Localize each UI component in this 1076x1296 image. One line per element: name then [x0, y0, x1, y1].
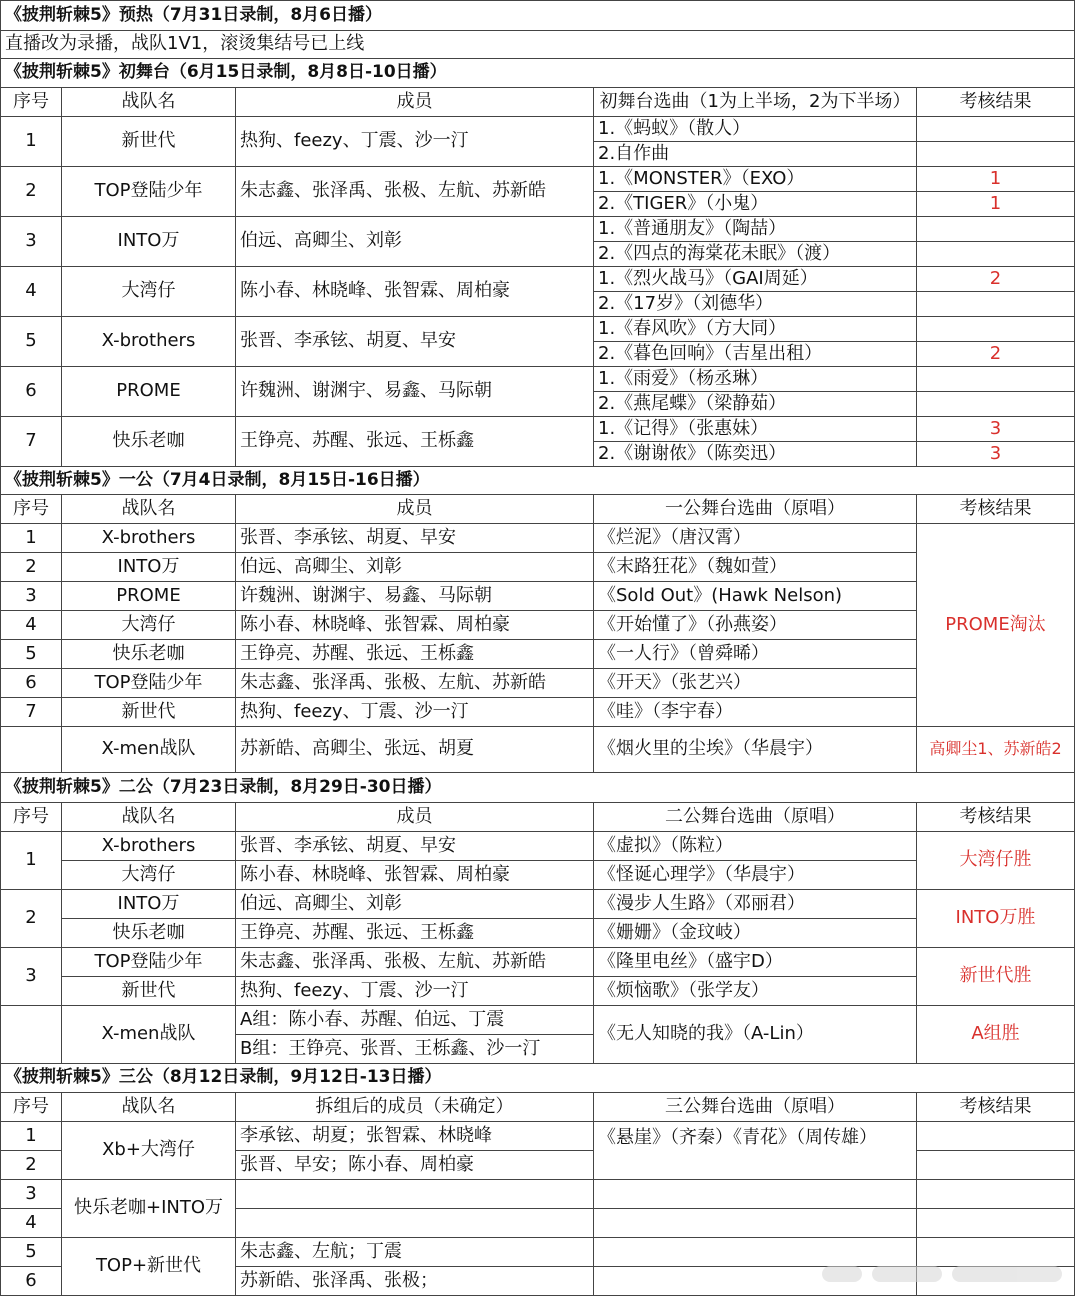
team-name: INTO万	[62, 553, 236, 582]
section-title-gong3: 《披荆斩棘5》三公（8月12日录制，9月12日-13日播）	[0, 1064, 1075, 1093]
column-header: 考核结果	[917, 495, 1075, 524]
row-number: 5	[0, 640, 62, 669]
result-first-half	[917, 317, 1075, 342]
match-result: A组胜	[917, 1006, 1075, 1064]
match-number: 3	[0, 948, 62, 1006]
song-second-half: 2.《谢谢侬》（陈奕迅）	[594, 442, 917, 467]
team-name: X-men战队	[62, 727, 236, 773]
song: 《隆里电丝》（盛宇D）	[594, 948, 917, 977]
result-first-half: 3	[917, 417, 1075, 442]
column-header: 考核结果	[917, 88, 1075, 117]
members: 王铮亮、苏醒、张远、王栎鑫	[236, 640, 594, 669]
members: 朱志鑫、张泽禹、张极、左航、苏新皓	[236, 669, 594, 698]
song-second-half: 2.《暮色回响》（吉星出租）	[594, 342, 917, 367]
result	[917, 1122, 1075, 1151]
row-number: 7	[0, 417, 62, 467]
result-first-half	[917, 217, 1075, 242]
team-name: PROME	[62, 582, 236, 611]
members: 热狗、feezy、丁震、沙一汀	[236, 698, 594, 727]
column-header: 成员	[236, 495, 594, 524]
section-title-preheat: 《披荆斩棘5》预热（7月31日录制，8月6日播）	[0, 0, 1075, 31]
row-number: 4	[0, 267, 62, 317]
column-header: 考核结果	[917, 1093, 1075, 1122]
result	[917, 1209, 1075, 1238]
team-name: 快乐老咖	[62, 919, 236, 948]
column-header: 战队名	[62, 88, 236, 117]
result-first-half	[917, 367, 1075, 392]
column-header: 初舞台选曲（1为上半场，2为下半场）	[594, 88, 917, 117]
result-second-half: 3	[917, 442, 1075, 467]
members	[236, 1180, 594, 1209]
members: 王铮亮、苏醒、张远、王栎鑫	[236, 417, 594, 467]
song: 《一人行》（曾舜晞）	[594, 640, 917, 669]
column-header: 序号	[0, 495, 62, 524]
members: 苏新皓、高卿尘、张远、胡夏	[236, 727, 594, 773]
team-name: 大湾仔	[62, 267, 236, 317]
row-number: 5	[0, 1238, 62, 1267]
team-name: 新世代	[62, 117, 236, 167]
song: 《烦恼歌》（张学友）	[594, 977, 917, 1006]
row-number: 6	[0, 669, 62, 698]
section-title-gong1: 《披荆斩棘5》一公（7月4日录制，8月15日-16日播）	[0, 467, 1075, 495]
row-number: 6	[0, 1267, 62, 1296]
members: 张晋、李承铉、胡夏、早安	[236, 317, 594, 367]
column-header: 序号	[0, 88, 62, 117]
song-first-half: 1.《烈火战马》（GAI周延）	[594, 267, 917, 292]
match-result: 新世代胜	[917, 948, 1075, 1006]
column-header: 拆组后的成员（未确定）	[236, 1093, 594, 1122]
song	[594, 1180, 917, 1209]
song-second-half: 2.《四点的海棠花未眠》（渡）	[594, 242, 917, 267]
song: 《开天》（张艺兴）	[594, 669, 917, 698]
team-name: 快乐老咖	[62, 640, 236, 669]
song	[594, 1209, 917, 1238]
team-name: X-brothers	[62, 524, 236, 553]
members: 张晋、李承铉、胡夏、早安	[236, 524, 594, 553]
team-name: TOP登陆少年	[62, 948, 236, 977]
team-name: 快乐老咖	[62, 417, 236, 467]
result-first-half	[917, 117, 1075, 142]
team-name: TOP+新世代	[62, 1238, 236, 1296]
match-result: 大湾仔胜	[917, 832, 1075, 890]
row-number: 5	[0, 317, 62, 367]
column-header: 战队名	[62, 1093, 236, 1122]
team-name: X-brothers	[62, 832, 236, 861]
members: 朱志鑫、张泽禹、张极、左航、苏新皓	[236, 948, 594, 977]
song: 《Sold Out》(Hawk Nelson)	[594, 582, 917, 611]
row-number: 6	[0, 367, 62, 417]
members: 热狗、feezy、丁震、沙一汀	[236, 117, 594, 167]
team-name: X-men战队	[62, 1006, 236, 1064]
result-first-half: 2	[917, 267, 1075, 292]
song: 《烂泥》（唐汉霄）	[594, 524, 917, 553]
result-second-half	[917, 142, 1075, 167]
result-eliminated: PROME淘汰	[917, 524, 1075, 727]
song: 《烟火里的尘埃》（华晨宇）	[594, 727, 917, 773]
section-title-first-stage: 《披荆斩棘5》初舞台（6月15日录制，8月8日-10日播）	[0, 59, 1075, 88]
members: 陈小春、林晓峰、张智霖、周柏豪	[236, 861, 594, 890]
members: 热狗、feezy、丁震、沙一汀	[236, 977, 594, 1006]
team-name: 大湾仔	[62, 611, 236, 640]
column-header: 考核结果	[917, 803, 1075, 832]
result-second-half	[917, 292, 1075, 317]
result-second-half	[917, 392, 1075, 417]
members: 伯远、高卿尘、刘彰	[236, 553, 594, 582]
song: 《末路狂花》（魏如萱）	[594, 553, 917, 582]
members: 陈小春、林晓峰、张智霖、周柏豪	[236, 267, 594, 317]
song-first-half: 1.《MONSTER》（EXO）	[594, 167, 917, 192]
song-second-half: 2.《燕尾蝶》（梁静茹）	[594, 392, 917, 417]
team-name: X-brothers	[62, 317, 236, 367]
row-number: 2	[0, 553, 62, 582]
members: 朱志鑫、张泽禹、张极、左航、苏新皓	[236, 167, 594, 217]
column-header: 序号	[0, 1093, 62, 1122]
column-header: 成员	[236, 88, 594, 117]
result: 高卿尘1、苏新皓2	[917, 727, 1075, 773]
result	[917, 1238, 1075, 1267]
song-first-half: 1.《记得》（张惠妹）	[594, 417, 917, 442]
members: 朱志鑫、左航；丁震	[236, 1238, 594, 1267]
members: 许魏洲、谢渊宇、易鑫、马际朝	[236, 367, 594, 417]
song: 《无人知晓的我》（A-Lin）	[594, 1006, 917, 1064]
song: 《悬崖》（齐秦）《青花》（周传雄）	[594, 1122, 917, 1180]
members: 张晋、早安；陈小春、周柏豪	[236, 1151, 594, 1180]
row-number: 3	[0, 217, 62, 267]
team-name: PROME	[62, 367, 236, 417]
song-second-half: 2.《TIGER》（小鬼）	[594, 192, 917, 217]
members: 伯远、高卿尘、刘彰	[236, 217, 594, 267]
column-header: 战队名	[62, 803, 236, 832]
result-first-half: 1	[917, 167, 1075, 192]
members: 苏新皓、张泽禹、张极；	[236, 1267, 594, 1296]
team-name: 大湾仔	[62, 861, 236, 890]
song-first-half: 1.《雨爱》（杨丞琳）	[594, 367, 917, 392]
preheat-note: 直播改为录播，战队1V1，滚烫集结号已上线	[0, 31, 1075, 59]
team-name: INTO万	[62, 890, 236, 919]
song-second-half: 2.《17岁》（刘德华）	[594, 292, 917, 317]
song-first-half: 1.《蚂蚁》（散人）	[594, 117, 917, 142]
match-number: 2	[0, 890, 62, 948]
result-second-half: 1	[917, 192, 1075, 217]
row-number: 3	[0, 1180, 62, 1209]
group-b-members: B组：王铮亮、张晋、王栎鑫、沙一汀	[236, 1035, 594, 1064]
section-title-gong2: 《披荆斩棘5》二公（7月23日录制，8月29日-30日播）	[0, 773, 1075, 803]
members	[236, 1209, 594, 1238]
column-header: 一公舞台选曲（原唱）	[594, 495, 917, 524]
members: 张晋、李承铉、胡夏、早安	[236, 832, 594, 861]
song-first-half: 1.《普通朋友》（陶喆）	[594, 217, 917, 242]
members: 陈小春、林晓峰、张智霖、周柏豪	[236, 611, 594, 640]
column-header: 战队名	[62, 495, 236, 524]
column-header: 序号	[0, 803, 62, 832]
match-number: 1	[0, 832, 62, 890]
row-number: 7	[0, 698, 62, 727]
result	[917, 1151, 1075, 1180]
song: 《开始懂了》（孙燕姿）	[594, 611, 917, 640]
row-number: 1	[0, 117, 62, 167]
team-name: Xb+大湾仔	[62, 1122, 236, 1180]
team-name: INTO万	[62, 217, 236, 267]
members: 李承铉、胡夏；张智霖、林晓峰	[236, 1122, 594, 1151]
watermark	[822, 1266, 1062, 1282]
team-name: 新世代	[62, 698, 236, 727]
team-name: 新世代	[62, 977, 236, 1006]
team-name: 快乐老咖+INTO万	[62, 1180, 236, 1238]
result-second-half: 2	[917, 342, 1075, 367]
row-number	[0, 1006, 62, 1064]
row-number: 2	[0, 1151, 62, 1180]
song: 《怪诞心理学》（华晨宇）	[594, 861, 917, 890]
song-second-half: 2.自作曲	[594, 142, 917, 167]
result-second-half	[917, 242, 1075, 267]
row-number: 2	[0, 167, 62, 217]
song: 《漫步人生路》（邓丽君）	[594, 890, 917, 919]
song	[594, 1238, 917, 1267]
column-header: 二公舞台选曲（原唱）	[594, 803, 917, 832]
column-header: 三公舞台选曲（原唱）	[594, 1093, 917, 1122]
members: 王铮亮、苏醒、张远、王栎鑫	[236, 919, 594, 948]
row-number	[0, 727, 62, 773]
row-number: 3	[0, 582, 62, 611]
group-a-members: A组：陈小春、苏醒、伯远、丁震	[236, 1006, 594, 1035]
song: 《虚拟》（陈粒）	[594, 832, 917, 861]
team-name: TOP登陆少年	[62, 669, 236, 698]
match-result: INTO万胜	[917, 890, 1075, 948]
song-first-half: 1.《春风吹》（方大同）	[594, 317, 917, 342]
row-number: 1	[0, 1122, 62, 1151]
row-number: 4	[0, 1209, 62, 1238]
result	[917, 1180, 1075, 1209]
members: 许魏洲、谢渊宇、易鑫、马际朝	[236, 582, 594, 611]
row-number: 4	[0, 611, 62, 640]
team-name: TOP登陆少年	[62, 167, 236, 217]
members: 伯远、高卿尘、刘彰	[236, 890, 594, 919]
song: 《姗姗》（金玟岐）	[594, 919, 917, 948]
song: 《哇》（李宇春）	[594, 698, 917, 727]
column-header: 成员	[236, 803, 594, 832]
row-number: 1	[0, 524, 62, 553]
